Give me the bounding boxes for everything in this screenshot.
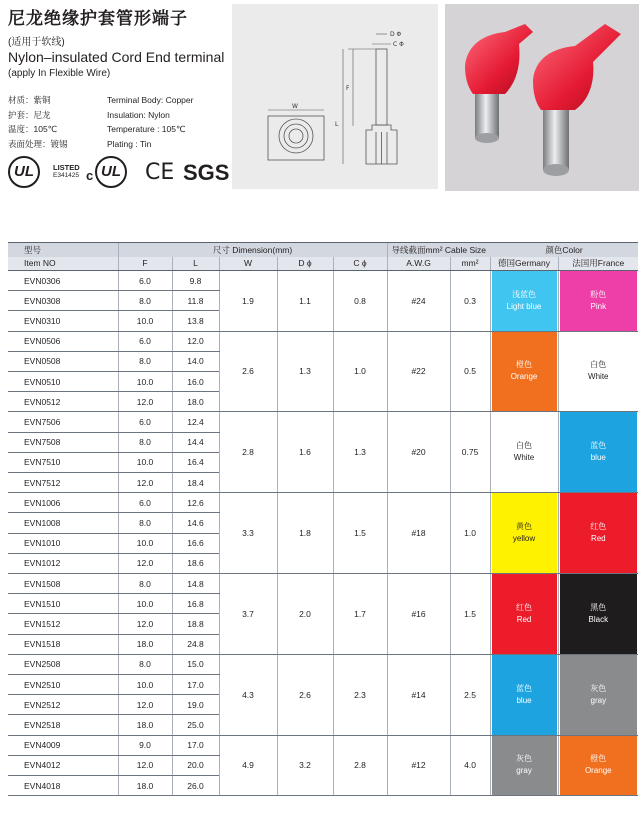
cell-f: 10.0 <box>118 371 172 391</box>
color-name-en: gray <box>516 766 532 776</box>
color-name-en: White <box>513 453 535 463</box>
color-name-cn: 浅蓝色 <box>512 289 537 299</box>
col-germany: 德国Germany <box>490 257 558 271</box>
label-d: D Φ <box>390 31 402 38</box>
cell-awg: #12 <box>387 735 450 796</box>
color-swatch <box>492 736 557 796</box>
cell-model: EVN1510 <box>8 594 118 614</box>
color-name-cn: 黄色 <box>516 522 533 532</box>
cell-model: EVN1518 <box>8 634 118 654</box>
cell-w: 4.9 <box>219 735 277 796</box>
color-swatch <box>560 574 638 654</box>
cell-l: 14.8 <box>172 573 219 593</box>
label-f: F <box>346 85 350 92</box>
col-awg: A.W.G <box>387 257 450 271</box>
cell-l: 12.4 <box>172 412 219 432</box>
color-germany <box>490 573 558 654</box>
cell-l: 24.8 <box>172 634 219 654</box>
color-swatch <box>560 655 638 735</box>
cell-f: 6.0 <box>118 331 172 351</box>
color-name-en: Red <box>590 534 606 544</box>
cell-model: EVN2518 <box>8 715 118 735</box>
color-swatch <box>492 412 557 492</box>
color-name-cn: 蓝色 <box>590 441 607 451</box>
page-subtitle-cn: (适用于软线) <box>8 37 65 48</box>
col-model-cn: 型号 <box>8 243 118 257</box>
color-name-cn: 红色 <box>516 602 533 612</box>
cell-d: 3.2 <box>277 735 333 796</box>
color-swatch <box>560 736 638 796</box>
color-france <box>558 412 638 493</box>
cell-mm2: 0.75 <box>450 412 490 493</box>
table-row <box>8 654 638 674</box>
col-color: 颜色Color <box>490 243 638 257</box>
color-name-en: blue <box>590 453 606 463</box>
cell-f: 10.0 <box>118 594 172 614</box>
color-name-en: Black <box>588 614 609 624</box>
cell-l: 16.8 <box>172 594 219 614</box>
cell-f: 18.0 <box>118 775 172 795</box>
certification-logos <box>8 156 230 192</box>
spec-en-insulation: Insulation: Nylon <box>107 109 170 120</box>
color-name-en: gray <box>590 695 607 705</box>
color-swatch <box>560 412 638 492</box>
cell-awg: #16 <box>387 573 450 654</box>
cell-l: 13.8 <box>172 311 219 331</box>
color-france <box>558 331 638 412</box>
spec-cn-material: 材质：紫铜 <box>8 95 51 105</box>
cell-l: 16.4 <box>172 452 219 472</box>
cell-model: EVN1010 <box>8 533 118 553</box>
color-swatch <box>492 271 557 331</box>
spec-en-plating: Plating : Tin <box>107 138 152 149</box>
cell-model: EVN1512 <box>8 614 118 634</box>
product-photo <box>445 4 639 191</box>
color-germany <box>490 654 558 735</box>
listed-label: LISTED <box>53 163 80 172</box>
cell-model: EVN0306 <box>8 271 118 291</box>
color-france <box>558 654 638 735</box>
spec-en-temperature: Temperature : 105℃ <box>107 124 186 134</box>
label-w: W <box>292 103 298 110</box>
color-name-en: Light blue <box>506 301 542 311</box>
cell-awg: #14 <box>387 654 450 735</box>
color-name-cn: 橙色 <box>590 754 607 764</box>
cell-awg: #24 <box>387 271 450 332</box>
cell-l: 17.0 <box>172 674 219 694</box>
col-france: 法国用France <box>558 257 638 271</box>
cell-l: 9.8 <box>172 271 219 291</box>
cell-l: 18.0 <box>172 392 219 412</box>
cell-f: 8.0 <box>118 291 172 311</box>
cell-mm2: 0.5 <box>450 331 490 412</box>
cell-w: 2.8 <box>219 412 277 493</box>
spec-cn-temperature: 温度：105℃ <box>8 124 58 134</box>
page-title-cn: 尼龙绝缘护套管形端子 <box>8 9 188 28</box>
color-name-en: Orange <box>584 766 612 776</box>
cell-f: 6.0 <box>118 412 172 432</box>
sgs-logo-icon: SGS <box>183 160 230 185</box>
cell-f: 9.0 <box>118 735 172 755</box>
label-l: L <box>335 121 339 128</box>
cell-awg: #22 <box>387 331 450 412</box>
cell-f: 12.0 <box>118 472 172 492</box>
color-name-en: blue <box>516 695 532 705</box>
col-dimension: 尺寸 Dimension(mm) <box>118 243 387 257</box>
color-swatch <box>492 493 557 573</box>
ul-logo-icon: UL <box>8 156 40 188</box>
cell-model: EVN1008 <box>8 513 118 533</box>
cell-d: 1.3 <box>277 331 333 412</box>
cell-c: 2.3 <box>333 654 387 735</box>
cell-f: 8.0 <box>118 513 172 533</box>
cell-l: 14.4 <box>172 432 219 452</box>
label-c: C Φ <box>393 41 404 48</box>
table-row <box>8 493 638 513</box>
cell-f: 12.0 <box>118 614 172 634</box>
cell-f: 8.0 <box>118 432 172 452</box>
cell-l: 26.0 <box>172 775 219 795</box>
cell-d: 1.1 <box>277 271 333 332</box>
cell-l: 18.6 <box>172 553 219 573</box>
table-row <box>8 331 638 351</box>
color-swatch <box>492 332 557 412</box>
color-name-cn: 黑色 <box>590 602 607 612</box>
cell-l: 16.6 <box>172 533 219 553</box>
cell-f: 8.0 <box>118 351 172 371</box>
color-name-cn: 白色 <box>590 360 607 370</box>
cell-model: EVN7506 <box>8 412 118 432</box>
cell-f: 12.0 <box>118 695 172 715</box>
cell-model: EVN4009 <box>8 735 118 755</box>
cell-l: 11.8 <box>172 291 219 311</box>
table-row <box>8 412 638 432</box>
color-name-cn: 粉色 <box>590 289 607 299</box>
terminal-photo-svg <box>445 4 639 191</box>
cell-w: 1.9 <box>219 271 277 332</box>
cell-d: 1.8 <box>277 493 333 574</box>
cell-mm2: 1.0 <box>450 493 490 574</box>
cell-l: 18.4 <box>172 472 219 492</box>
cell-model: EVN1006 <box>8 493 118 513</box>
color-germany <box>490 493 558 574</box>
cell-l: 18.8 <box>172 614 219 634</box>
cell-f: 12.0 <box>118 553 172 573</box>
col-l: L <box>172 257 219 271</box>
terminal-drawing-svg <box>232 4 438 189</box>
cell-l: 25.0 <box>172 715 219 735</box>
color-name-en: Orange <box>510 372 538 382</box>
cell-model: EVN2510 <box>8 674 118 694</box>
spec-cn-plating: 表面处理：镀锡 <box>8 138 68 149</box>
table-row <box>8 271 638 291</box>
color-germany <box>490 412 558 493</box>
cell-model: EVN0512 <box>8 392 118 412</box>
color-name-en: Red <box>516 614 532 624</box>
cell-w: 4.3 <box>219 654 277 735</box>
spec-table <box>8 242 638 796</box>
cell-model: EVN7508 <box>8 432 118 452</box>
cell-f: 10.0 <box>118 533 172 553</box>
color-france <box>558 573 638 654</box>
color-name-cn: 红色 <box>590 522 607 532</box>
cell-d: 2.6 <box>277 654 333 735</box>
col-d: D ϕ <box>277 257 333 271</box>
cell-f: 12.0 <box>118 755 172 775</box>
cell-model: EVN0310 <box>8 311 118 331</box>
technical-drawing <box>232 4 438 189</box>
spec-en-material: Terminal Body: Copper <box>107 95 194 105</box>
cell-d: 1.6 <box>277 412 333 493</box>
ul-listed-text <box>53 164 80 180</box>
color-france <box>558 493 638 574</box>
cell-model: EVN4012 <box>8 755 118 775</box>
col-model-en: Item NO <box>8 257 118 271</box>
cul-logo-icon: UL <box>95 156 127 188</box>
cell-f: 6.0 <box>118 493 172 513</box>
ce-logo-icon: CE <box>145 160 175 185</box>
cell-model: EVN0508 <box>8 351 118 371</box>
cell-mm2: 0.3 <box>450 271 490 332</box>
col-f: F <box>118 257 172 271</box>
color-swatch <box>560 271 638 331</box>
cell-l: 19.0 <box>172 695 219 715</box>
cell-model: EVN4018 <box>8 775 118 795</box>
spec-cn-insulation: 护套：尼龙 <box>8 109 51 120</box>
cell-f: 18.0 <box>118 634 172 654</box>
color-name-cn: 蓝色 <box>516 683 533 693</box>
cell-model: EVN7510 <box>8 452 118 472</box>
cell-f: 8.0 <box>118 654 172 674</box>
cell-c: 0.8 <box>333 271 387 332</box>
color-germany <box>490 331 558 412</box>
color-france <box>558 735 638 796</box>
cell-mm2: 1.5 <box>450 573 490 654</box>
cell-w: 2.6 <box>219 331 277 412</box>
c-ul-prefix: c <box>86 168 94 183</box>
cell-model: EVN1012 <box>8 553 118 573</box>
cell-c: 1.7 <box>333 573 387 654</box>
cell-f: 12.0 <box>118 392 172 412</box>
cell-f: 8.0 <box>118 573 172 593</box>
cell-c: 2.8 <box>333 735 387 796</box>
color-name-cn: 灰色 <box>590 683 607 693</box>
col-w: W <box>219 257 277 271</box>
color-name-cn: 橙色 <box>516 360 533 370</box>
color-swatch <box>560 493 638 573</box>
cell-w: 3.3 <box>219 493 277 574</box>
col-cable-size: 导线截面mm² Cable Size <box>387 243 490 257</box>
table-row <box>8 735 638 755</box>
tube-outline <box>376 49 387 125</box>
cell-w: 3.7 <box>219 573 277 654</box>
cell-d: 2.0 <box>277 573 333 654</box>
color-name-cn: 白色 <box>516 441 533 451</box>
cell-l: 20.0 <box>172 755 219 775</box>
color-name-en: Pink <box>590 301 607 311</box>
cell-model: EVN1508 <box>8 573 118 593</box>
col-c: C ϕ <box>333 257 387 271</box>
color-name-cn: 灰色 <box>516 754 533 764</box>
color-france <box>558 271 638 332</box>
cell-mm2: 4.0 <box>450 735 490 796</box>
cell-c: 1.0 <box>333 331 387 412</box>
cell-awg: #18 <box>387 493 450 574</box>
cell-awg: #20 <box>387 412 450 493</box>
cell-f: 6.0 <box>118 271 172 291</box>
cell-model: EVN7512 <box>8 472 118 492</box>
spec-list-en <box>107 93 193 151</box>
cell-model: EVN2508 <box>8 654 118 674</box>
cell-l: 14.6 <box>172 513 219 533</box>
cell-l: 17.0 <box>172 735 219 755</box>
cell-model: EVN0308 <box>8 291 118 311</box>
col-mm2: mm² <box>450 257 490 271</box>
color-germany <box>490 271 558 332</box>
color-germany <box>490 735 558 796</box>
cell-c: 1.5 <box>333 493 387 574</box>
page-title-en: Nylon–insulated Cord End terminal <box>8 49 225 65</box>
right-tube <box>543 104 569 170</box>
color-swatch <box>492 574 557 654</box>
cell-c: 1.3 <box>333 412 387 493</box>
color-swatch <box>492 655 557 735</box>
cell-f: 10.0 <box>118 311 172 331</box>
cell-model: EVN2512 <box>8 695 118 715</box>
cell-f: 10.0 <box>118 674 172 694</box>
cell-l: 12.0 <box>172 331 219 351</box>
cell-f: 18.0 <box>118 715 172 735</box>
color-name-en: White <box>588 372 609 382</box>
cell-model: EVN0506 <box>8 331 118 351</box>
listed-number: E341425 <box>53 172 80 179</box>
table-row <box>8 573 638 593</box>
cell-mm2: 2.5 <box>450 654 490 735</box>
cell-f: 10.0 <box>118 452 172 472</box>
color-name-en: yellow <box>512 534 536 544</box>
spec-list-cn <box>8 93 68 151</box>
cell-l: 15.0 <box>172 654 219 674</box>
color-swatch <box>560 332 638 412</box>
page-subtitle-en: (apply In Flexible Wire) <box>8 68 111 79</box>
cell-l: 16.0 <box>172 371 219 391</box>
cell-l: 14.0 <box>172 351 219 371</box>
cell-model: EVN0510 <box>8 371 118 391</box>
cell-l: 12.6 <box>172 493 219 513</box>
